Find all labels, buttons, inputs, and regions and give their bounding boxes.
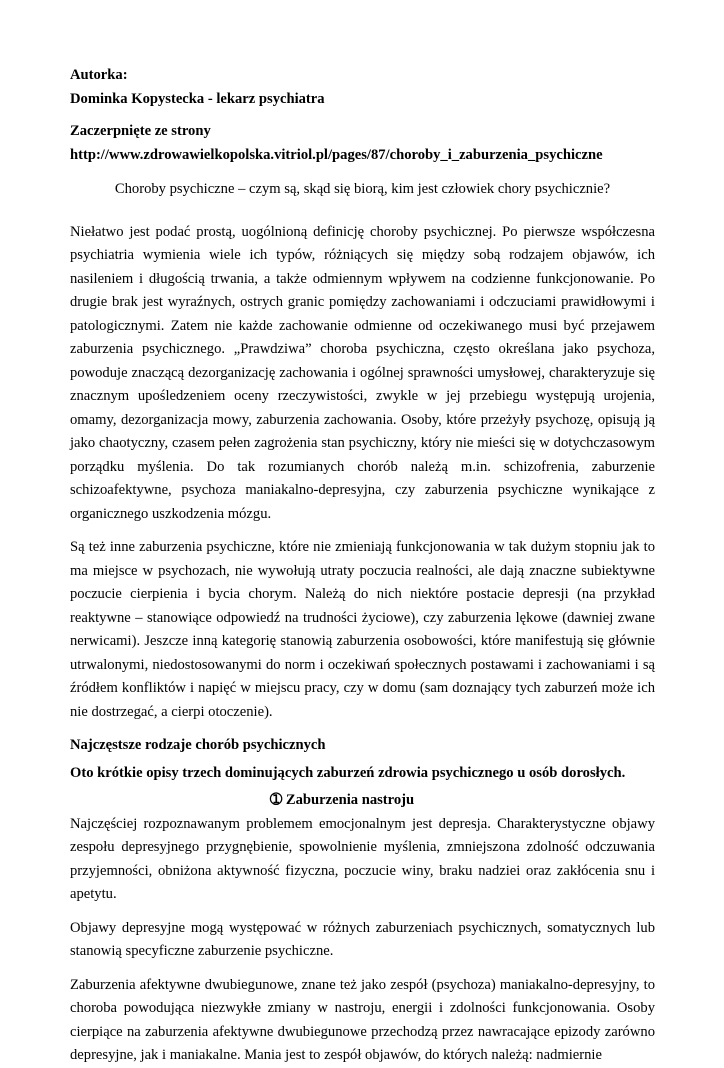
paragraph-bipolar: Zaburzenia afektywne dwubiegunowe, znane też jako zespół (psychoza) maniakalno-depresyjny, to choroba powodująca niezwykłe zmiany w nastroju, energii i zdolności funkcjonowania. Osoby cierpiące na zaburzenia afektywne dwubiegunowe przechodzą przez nawracające epizody zarówno depresyjne, jak i maniakalne. Mania jest to zespół objawów, do których należą: nadmiernie xyxy=(70,976,655,1063)
author-name: Dominka Kopystecka - lekarz psychiatra xyxy=(70,90,325,107)
paragraph-other-disorders: Są też inne zaburzenia psychiczne, które nie zmieniają funkcjonowania w tak dużym stopniu jak to ma miejsce w psychozach, nie wywołują utraty poczucia realności, ale dają znaczne subiektywne poczucie cierpienia i bycia chorym. Należą do nich niektóre postacie depresji (na przykład reaktywne – stanowiące odpowiedź na trudności życiowe), czy zaburzenia lękowe (dawniej zwane nerwicami). Jeszcze inną kategorię stanowią zaburzenia osobowości, które manifestują się głównie utrwalonymi, niedostosowanymi do norm i oczekiwań społecznych postawami i zachowaniami i są źródłem konfliktów i napięć w miejscu pracy, czy w domu (sam doznający tych zaburzeń może ich nie dostrzegać, a cierpi otoczenie). xyxy=(70,539,655,720)
section-heading: Najczęstsze rodzaje chorób psychicznych xyxy=(70,737,326,753)
section-intro: Oto krótkie opisy trzech dominujących zaburzeń zdrowia psychicznego u osób dorosłych. xyxy=(70,764,626,781)
subsection-title-text: Zaburzenia nastroju xyxy=(285,792,415,808)
numbered-circle-icon: ➀ xyxy=(270,792,283,808)
author-label: Autorka: xyxy=(70,67,128,83)
paragraph-depressive-symptoms: Objawy depresyjne mogą występować w różnych zaburzeniach psychicznych, somatycznych lub stanowią specyficzne zaburzenie psychiczne. xyxy=(70,919,655,959)
source-label: Zaczerpnięte ze strony xyxy=(70,123,211,139)
source-url[interactable]: http://www.zdrowawielkopolska.vitriol.pl/pages/87/choroby_i_zaburzenia_psychiczne xyxy=(70,146,603,163)
paragraph-definition: Niełatwo jest podać prostą, uogólnioną definicję choroby psychicznej. Po pierwsze współczesna psychiatria wymienia wiele ich typów, różniących się między sobą rodzajem objawów, ich nasileniem i długością trwania, a także odmiennym wpływem na codzienne funkcjonowanie. Po drugie brak jest wyraźnych, ostrych granic pomiędzy zachowaniami i odczuciami prawidłowymi i patologicznymi. Zatem nie każde zachowanie odmienne od oczekiwanego musi być przejawem zaburzenia psychicznego. „Prawdziwa” choroba psychiczna, często określana jako psychoza, powoduje znaczącą dezorganizację zachowania i ogólnej sprawności umysłowej, charakteryzuje się znacznym upośledzeniem oceny rzeczywistości, zwykle w jej przebiegu występują urojenia, omamy, dezorganizacja mowy, zaburzenia zachowania. Osoby, które przeżyły psychozę, opisują ją jako chaotyczny, czasem pełen zagrożenia stan psychiczny, który nie mieści się w dotychczasowym porządku myślenia. Do tak rozumianych chorób należą m.in. schizofrenia, zaburzenie schizoafektywne, psychoza maniakalno-depresyjna, czy zaburzenia psychiczne wynikające z organicznego uszkodzenia mózgu. xyxy=(70,223,655,522)
document-body xyxy=(70,64,655,1068)
paragraph-depression: Najczęściej rozpoznawanym problemem emocjonalnym jest depresja. Charakterystyczne objawy zespołu depresyjnego przygnębienie, spowolnienie myślenia, zmniejszona zdolność odczuwania przyjemności, obniżona aktywność fizyczna, poczucie winy, braku nadziei oraz zakłócenia snu i apetytu. xyxy=(70,815,655,902)
subsection-title xyxy=(70,789,655,813)
document-subtitle: Choroby psychiczne – czym są, skąd się biorą, kim jest człowiek chory psychicznie? xyxy=(114,181,611,197)
